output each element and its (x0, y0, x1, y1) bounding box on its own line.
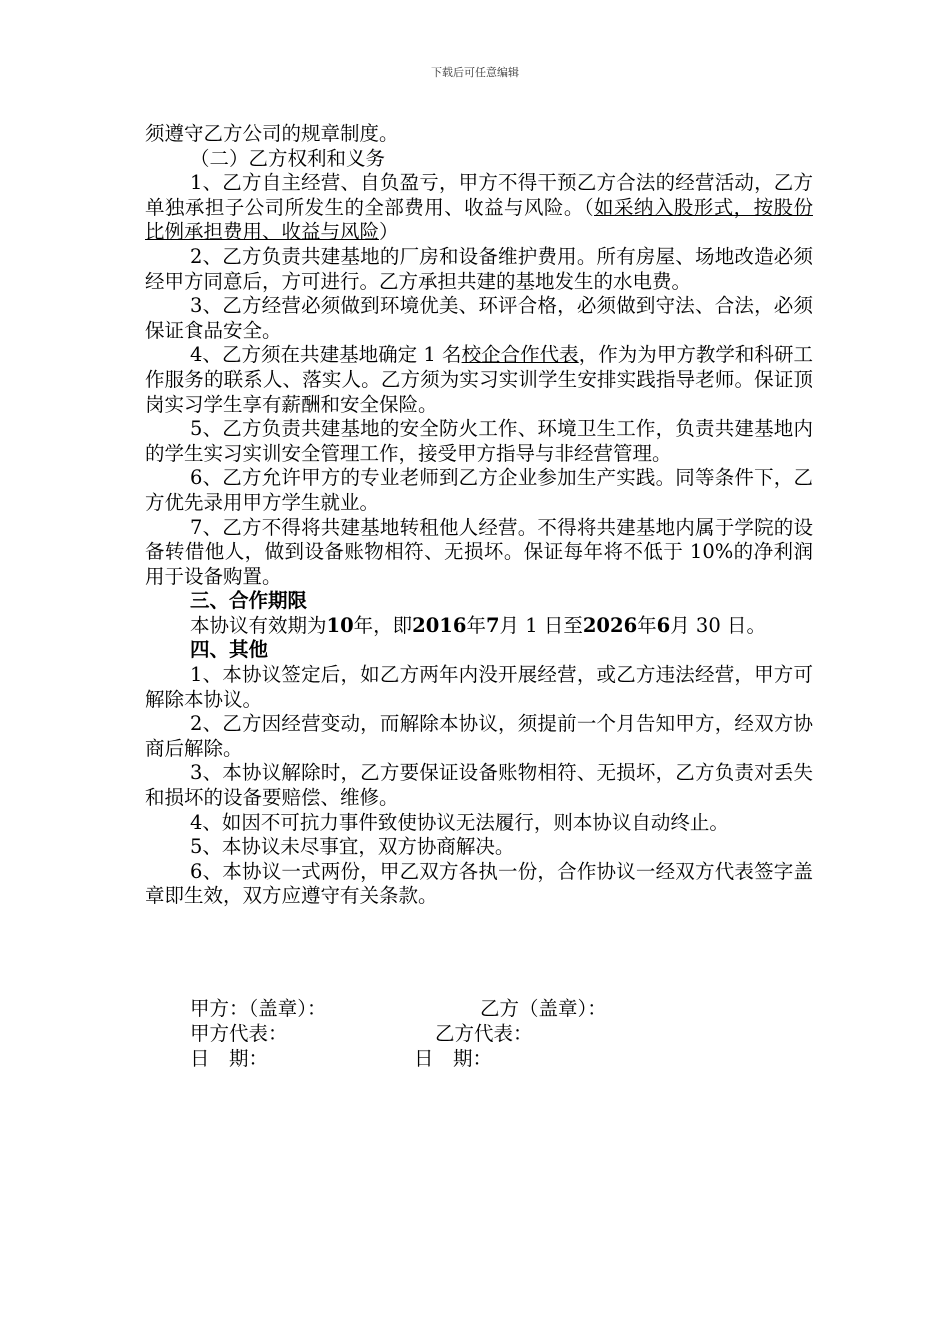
clause-o-3: 3、本协议解除时，乙方要保证设备账物相符、无损坏，乙方负责对丢失和损坏的设备要赔偿、维修。 (145, 761, 813, 810)
clause-b-5: 5、乙方负责共建基地的安全防火工作、环境卫生工作，负责共建基地内的学生实习实训安全管理工作，接受甲方指导与非经营管理。 (145, 417, 813, 465)
party-b-seal-label: 乙方（盖章）： (480, 997, 607, 1020)
clause-o-5: 5、本协议未尽事宜，双方协商解决。 (190, 835, 515, 859)
clause-b-4-rest: ，作为为甲方教学和科研工作服务的联系人、落实人。乙方须为实习实训学生安排实践指导老师。保证顶岗实习学生享有薪酬和安全保险。 (145, 343, 813, 416)
term-text-4: 月 1 日至 (499, 613, 583, 637)
party-b-rep-label: 乙方代表： (435, 1022, 533, 1045)
clause-b-4-underlined: 校企合作代表 (461, 343, 579, 367)
term-start-month: 7 (485, 613, 500, 637)
term-end-month: 6 (656, 613, 671, 637)
clause-b-4 (145, 343, 813, 417)
term-text-5: 年 (637, 613, 657, 637)
clause-o-4: 4、如因不可抗力事件致使协议无法履行，则本协议自动终止。 (190, 810, 729, 834)
clause-b-2: 2、乙方负责共建基地的厂房和设备维护费用。所有房屋、场地改造必须经甲方同意后，方可进行。乙方承担共建的基地发生的水电费。 (145, 244, 813, 293)
party-a-rep-label: 甲方代表： (190, 1022, 288, 1045)
section-heading-term: 三、合作期限 (190, 589, 308, 613)
document-body (145, 122, 813, 909)
term-paragraph (145, 614, 813, 639)
term-text-2: 年，即 (353, 613, 413, 637)
term-start-year: 2016 (412, 613, 467, 637)
clause-b-1-end: ） (379, 220, 399, 244)
term-end-year: 2026 (582, 613, 638, 637)
clause-b-7: 7、乙方不得将共建基地转租他人经营。不得将共建基地内属于学院的设备转借他人，做到设备账物相符、无损坏。保证每年将不低于 10%的净利润用于设备购置。 (145, 515, 813, 588)
clause-b-3: 3、乙方经营必须做到环境优美、环评合格，必须做到守法、合法，必须保证食品安全。 (145, 294, 813, 342)
term-text-1: 本协议有效期为 (190, 613, 327, 637)
clause-o-1: 1、本协议签定后，如乙方两年内没开展经营，或乙方违法经营，甲方可解除本协议。 (145, 663, 813, 711)
party-b-date-label: 日 期： (414, 1047, 493, 1070)
page-header: 下载后可任意编辑 (431, 66, 519, 79)
term-text-6: 月 30 日。 (670, 613, 766, 637)
section-heading-party-b-rights: （二）乙方权利和义务 (190, 146, 386, 170)
party-a-seal-label: 甲方：（盖章）： (190, 997, 327, 1020)
clause-o-6: 6、本协议一式两份，甲乙双方各执一份，合作协议一经双方代表签字盖章即生效，双方应遵守有关条款。 (145, 859, 813, 908)
clause-b-1 (145, 171, 813, 245)
term-years: 10 (326, 613, 354, 637)
section-heading-other: 四、其他 (190, 638, 269, 662)
paragraph-continued: 须遵守乙方公司的规章制度。 (145, 122, 399, 145)
clause-b-1-text: 1、乙方自主经营、自负盈亏，甲方不得干预乙方合法的经营活动，乙方单独承担子公司所发生的全部费用、收益与风险。（ (145, 171, 813, 219)
party-a-date-label: 日 期： (190, 1047, 269, 1070)
term-text-3: 年 (466, 613, 486, 637)
clause-b-1-underlined: 如采纳入股形式，按股份比例承担费用、收益与风险 (145, 195, 813, 244)
clause-o-2: 2、乙方因经营变动，而解除本协议，须提前一个月告知甲方，经双方协商后解除。 (145, 712, 813, 760)
clause-b-6: 6、乙方允许甲方的专业老师到乙方企业参加生产实践。同等条件下，乙方优先录用甲方学生就业。 (145, 466, 813, 514)
clause-b-4-text: 4、乙方须在共建基地确定 1 名 (190, 343, 462, 367)
